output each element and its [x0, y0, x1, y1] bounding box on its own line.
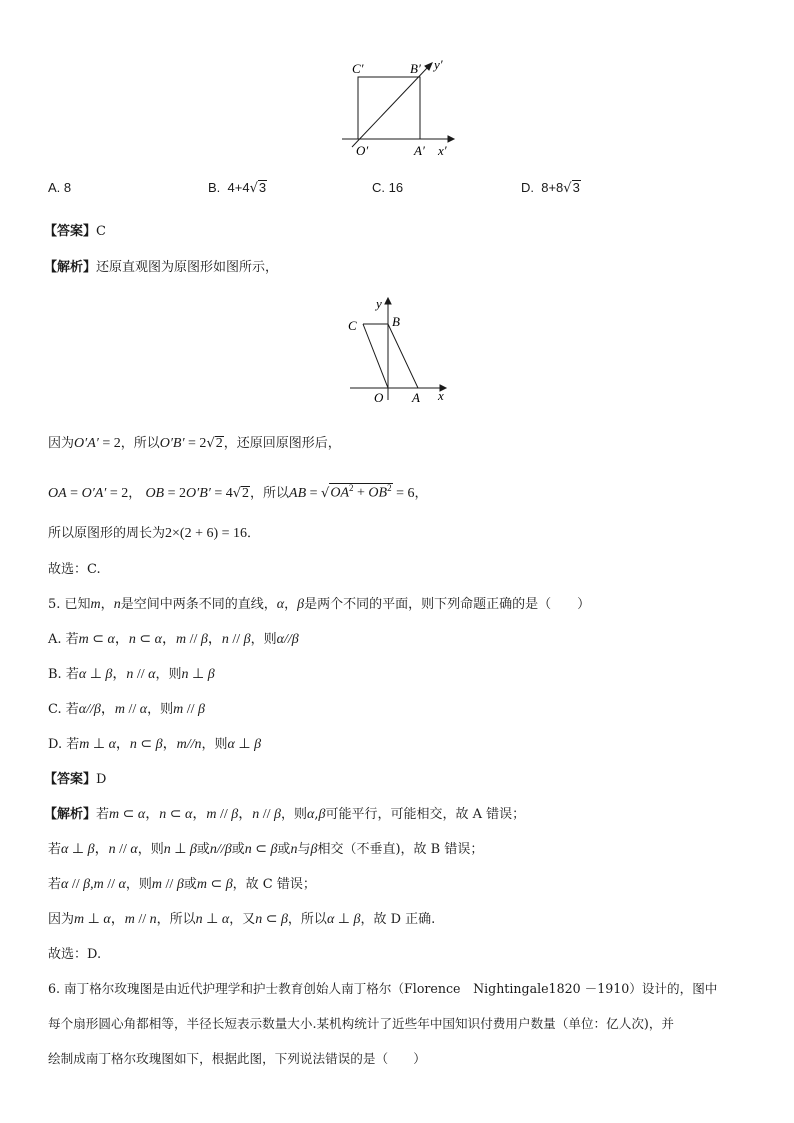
label-y: y	[376, 296, 382, 311]
label-o: O	[374, 390, 384, 405]
label-b: B	[392, 314, 400, 329]
q4-option-a[interactable]: A. 8	[48, 180, 72, 195]
label-o-prime: O′	[356, 143, 369, 158]
q4-conclusion: 故选：C.	[48, 562, 101, 577]
q5-option-d[interactable]: D. 若m ⊥ α，n ⊂ β，m//n，则α ⊥ β	[48, 737, 262, 752]
q4-analysis-line1: 因为O′A′ = 2，所以O′B′ = 2√2，还原回原图形后，	[48, 436, 341, 451]
q5-analysis-1: 【解析】若m ⊂ α，n ⊂ α，m // β，n // β，则α,β可能平行，可能相交，故 A 错误；	[44, 807, 526, 822]
q5-analysis-4: 因为m ⊥ α，m // n，所以n ⊥ α，又n ⊂ β，所以α ⊥ β，故 D 正确.	[48, 912, 436, 927]
q5-analysis-3: 若α // β,m // α，则m // β或m ⊂ β，故 C 错误；	[48, 877, 316, 892]
q5-analysis-2: 若α ⊥ β，n // α，则n ⊥ β或n//β或n ⊂ β或n与β相交（不垂直)，故 B 错误；	[48, 842, 484, 857]
q6-stem-line2: 每个扇形圆心角都相等，半径长短表示数量大小.某机构统计了近些年中国知识付费用户数量（单位：亿人次)，并	[48, 1016, 675, 1031]
figure-intuitive-diagram	[330, 55, 470, 165]
figure-original-diagram	[340, 292, 460, 407]
label-x-prime: x′	[438, 143, 447, 158]
q4-analysis-line3: 所以原图形的周长为2×(2 + 6) = 16．	[48, 526, 261, 541]
q4-option-b[interactable]: B. 4+4√3	[208, 180, 267, 196]
label-b-prime: B′	[410, 61, 421, 76]
q5-stem: 5. 已知m，n是空间中两条不同的直线，α，β是两个不同的平面，则下列命题正确的是（ ）	[48, 597, 591, 612]
label-a-prime: A′	[414, 143, 425, 158]
label-c-prime: C′	[352, 61, 364, 76]
q4-option-c[interactable]: C. 16	[372, 180, 404, 195]
q5-conclusion: 故选：D.	[48, 947, 102, 962]
q6-stem-line3: 绘制成南丁格尔玫瑰图如下，根据此图，下列说法错误的是（ ）	[48, 1051, 426, 1066]
label-x: x	[438, 388, 444, 403]
q4-analysis-line2: OA = O′A′ = 2， OB = 2O′B′ = 4√2，所以AB = $√OA^2 + OB^2 = 6$，	[48, 483, 428, 501]
q5-option-a[interactable]: A. 若m ⊂ α，n ⊂ α，m // β，n // β，则α//β	[48, 632, 299, 647]
q4-answer: 【答案】C	[44, 224, 106, 239]
q5-option-c[interactable]: C. 若α//β，m // α，则m // β	[48, 702, 206, 717]
label-a: A	[412, 390, 420, 405]
label-y-prime: y′	[434, 57, 443, 72]
q5-option-b[interactable]: B. 若α ⊥ β，n // α，则n ⊥ β	[48, 667, 215, 682]
label-c: C	[348, 318, 357, 333]
q4-analysis-intro: 【解析】还原直观图为原图形如图所示，	[44, 260, 279, 275]
q5-answer: 【答案】D	[44, 772, 107, 787]
q6-stem-line1: 6. 南丁格尔玫瑰图是由近代护理学和护士教育创始人南丁格尔（Florence Nightingale1820 －1910）设计的，图中	[48, 981, 718, 996]
q4-option-d[interactable]: D. 8+8√3	[521, 180, 580, 196]
